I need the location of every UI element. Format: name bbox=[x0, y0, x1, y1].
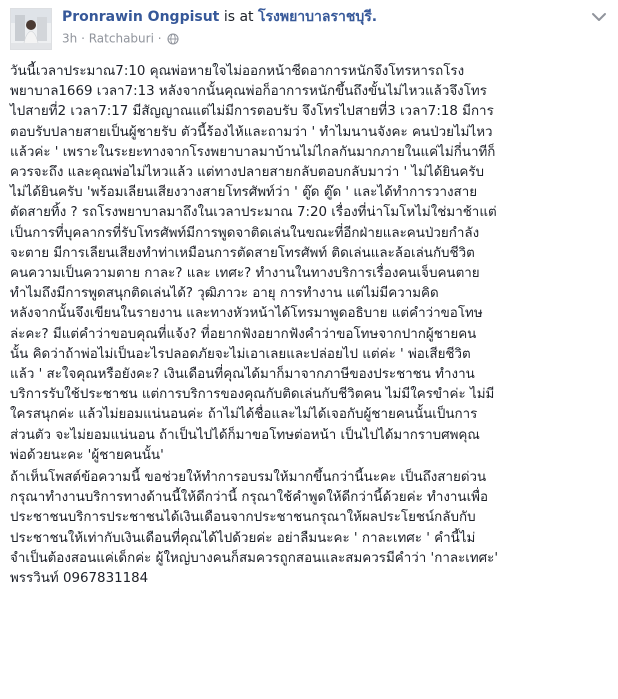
globe-icon[interactable] bbox=[167, 33, 179, 45]
post-paragraph-1: วันนี้เวลาประมาณ7:10 คุณพ่อหายใจไม่ออกหน้าซีดอาการหนักจึงโทรหารถโรง พยาบาล1669 เวลา7:13 หลังจากนั้นคุณพ่อก็อาการหนักขึ้นถึงขั้นไม่ไหวแล้วจึงโทร ไปสายที่2 เวลา7:17 มีสัญญาณแต่ไม่มีการตอบรับ จึงโทรไปสายที่3 เวลา7:18 มีการ ตอบรับปลายสายเป็นผู้ชายรับ ตัวนี้ร้องไห้และถามว่า ' ทำไมนานจังคะ คนป่วยไม่ไหว แล้วค่ะ ' เพราะในระยะทางจากโรงพยาบาลมาบ้านไม่ไกลกันมากภายในแค่ไม่กี่นาทีก็ ควรจะถึง และคุณพ่อไม่ไหวแล้ว แต่ทางปลายสายกลับตอบกลับมาว่า ' ไม่ได้ยินครับ ไม่ได้ยินครับ 'พร้อมเลียนเสียงวางสายโทรศัพท์ว่า ' ตู๊ด ตู๊ด ' และได้ทำการวางสาย ตัดสายทิ้ง ? รถโรงพยาบาลมาถึงในเวลาประมาณ 7:20 เรื่องที่น่าโมโหไม่ใช่มาช้าแต่ เป็นการที่บุคลากรที่รับโทรศัพท์มีการพูดจาติดเล่นในขณะที่อีกฝ่ายและคนป่วยกำลัง จะตาย มีการเลียนเสียงทำท่าเหมือนการตัดสายโทรศัพท์ ติดเล่นและล้อเล่นกับชีวิต คนความเป็นความตาย กาละ? และ เทศะ? ทำงานในทางบริการเรื่องคนเจ็บคนตาย ทำไมถึงมีการพูดสนุกติดเล่นได้? วุฒิภาวะ อายุ การทำงาน แต่ไม่มีความคิด หลังจากนั้นจึงเขียนในรายงาน และทางหัวหน้าได้โทรมาพูดอธิบาย แต่คำว่าขอโทษ ล่ะคะ? มีแต่คำว่าขอบคุณที่แจ้ง? ที่อยากฟังอยากฟังคำว่าขอโทษจากปากผู้ชายคน นั้น คิดว่าถ้าพ่อไม่เป็นอะไรปลอดภัยจะไม่เอาเลยและปล่อยไป แต่ค่ะ ' พ่อเสียชีวิต แล้ว ' สะใจคุณหรือยังคะ? เงินเดือนที่คุณได้มาก็มาจากภาษีของประชาชน ทำงาน บริการรับใช้ประชาชน แต่การบริการของคุณกับติดเล่นกับชีวิตคน ไม่มีใครขำค่ะ ไม่มี ใครสนุกค่ะ แล้วไม่ยอมแน่นอนค่ะ ถ้าไม่ได้ชื่อและไม่ได้เจอกับผู้ชายคนนั้นเป็นการ ส่วนตัว จะไม่ยอมแน่นอน ถ้าเป็นไปได้ก็มาขอโทษต่อหน้า เป็นไปได้มากราบศพคุณ พ่อด้วยนะคะ 'ผู้ชายคนนั้น' bbox=[10, 64, 497, 463]
post-header bbox=[10, 8, 610, 58]
header-text bbox=[62, 8, 582, 47]
chevron-down-icon[interactable] bbox=[590, 10, 608, 24]
meta-separator: · bbox=[81, 31, 85, 46]
post-title-line bbox=[62, 8, 582, 26]
avatar[interactable] bbox=[10, 8, 52, 50]
timestamp-link[interactable]: 3h bbox=[62, 31, 78, 46]
meta-separator-2: · bbox=[157, 31, 162, 46]
avatar-photo bbox=[11, 9, 51, 49]
post-body bbox=[10, 62, 608, 589]
post-meta bbox=[62, 30, 582, 47]
post-paragraph-2: ถ้าเห็นโพสต์ข้อความนี้ ขอช่วยให้ทำการอบรมให้มากขึ้นกว่านี้นะคะ เป็นถึงสายด่วน กรุณาทำงานบริการทางด้านนี้ให้ดีกว่านี้ กรุณาใช้คำพูดให้ดีกว่านี้ด้วยค่ะ ทำงานเพื่อ ประชาชนบริการประชาชนได้เงินเดือนจากประชาชนกรุณาให้ผลประโยชน์กลับกับ ประชาชนให้เท่ากับเงินเดือนที่คุณได้ไปด้วยค่ะ อย่าลืมนะคะ ' กาละเทศะ ' คำนี้ไม่ จำเป็นต้องสอนแค่เด็กค่ะ ผู้ใหญ่บางคนก็สมควรถูกสอนและสมควรมีคำว่า 'กาละเทศะ' พรรวินท์ 0967831184 bbox=[10, 470, 499, 587]
city-link[interactable]: Ratchaburi bbox=[88, 31, 154, 46]
author-name-link[interactable]: Pronrawin Ongpisut bbox=[62, 9, 220, 25]
location-link[interactable]: โรงพยาบาลราชบุรี. bbox=[258, 9, 378, 25]
is-at-text: is at bbox=[223, 9, 254, 25]
